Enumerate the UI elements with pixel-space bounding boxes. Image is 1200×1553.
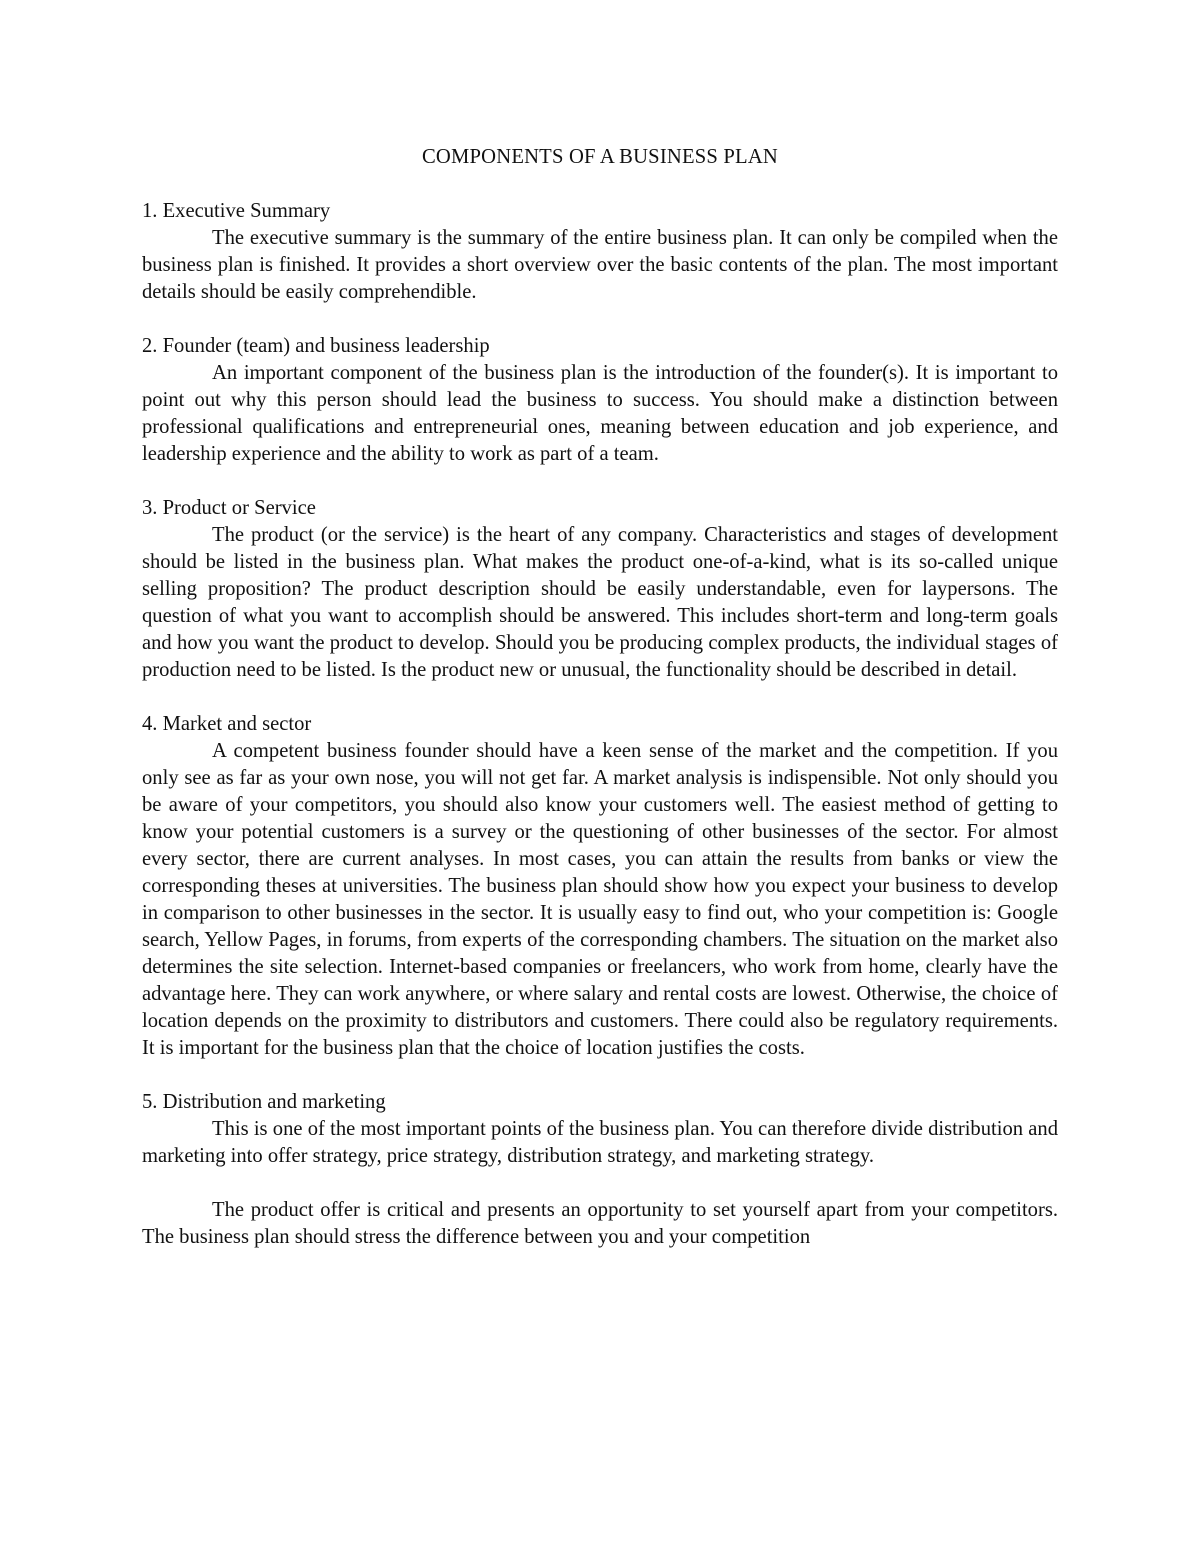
section-paragraph: This is one of the most important points of the business plan. You can therefore divide distribution and marketing into offer strategy, price strategy, distribution strategy, and marketing strategy. — [142, 1118, 1058, 1167]
document-page — [142, 144, 1058, 1278]
section-market-and-sector — [142, 711, 1058, 1062]
section-heading: 2. Founder (team) and business leadership — [142, 335, 490, 357]
section-paragraph: An important component of the business plan is the introduction of the founder(s). It is important to point out why this person should lead the business to success. You should make a distinction between professional qualifications and entrepreneurial ones, meaning between education and job experience, and leadership experience and the ability to work as part of a team. — [142, 362, 1058, 465]
section-paragraph: A competent business founder should have a keen sense of the market and the competition. If you only see as far as your own nose, you will not get far. A market analysis is indispensible. Not only should you be aware of your competitors, you should also know your customers well. The easiest method of getting to know your potential customers is a survey or the questioning of other businesses of the sector. For almost every sector, there are current analyses. In most cases, you can attain the results from banks or view the corresponding theses at universities. The business plan should show how you expect your business to develop in comparison to other businesses in the sector. It is usually easy to find out, who your competition is: Google search, Yellow Pages, in forums, from experts of the corresponding chambers. The situation on the market also determines the site selection. Internet-based companies or freelancers, who work from home, clearly have the advantage here. They can work anywhere, or where salary and rental costs are lowest. Otherwise, the choice of location depends on the proximity to distributors and customers. There could also be regulatory requirements. It is important for the business plan that the choice of location justifies the costs. — [142, 740, 1058, 1059]
section-heading: 3. Product or Service — [142, 497, 316, 519]
section-founder-team — [142, 333, 1058, 468]
section-paragraph: The product offer is critical and presents an opportunity to set yourself apart from your competitors. The business plan should stress the difference between you and your competition — [142, 1199, 1058, 1248]
section-paragraph: The product (or the service) is the heart of any company. Characteristics and stages of development should be listed in the business plan. What makes the product one-of-a-kind, what is its so-called unique selling proposition? The product description should be easily understandable, even for laypersons. The question of what you want to accomplish should be answered. This includes short-term and long-term goals and how you want the product to develop. Should you be producing complex products, the individual stages of production need to be listed. Is the product new or unusual, the functionality should be described in detail. — [142, 524, 1058, 681]
section-executive-summary — [142, 198, 1058, 306]
document-title: COMPONENTS OF A BUSINESS PLAN — [422, 146, 778, 168]
section-paragraph: The executive summary is the summary of the entire business plan. It can only be compiled when the business plan is finished. It provides a short overview over the basic contents of the plan. The most important details should be easily comprehendible. — [142, 227, 1058, 303]
section-heading: 5. Distribution and marketing — [142, 1091, 386, 1113]
section-distribution-and-marketing — [142, 1089, 1058, 1251]
section-heading: 4. Market and sector — [142, 713, 312, 735]
section-product-or-service — [142, 495, 1058, 684]
section-heading: 1. Executive Summary — [142, 200, 331, 222]
